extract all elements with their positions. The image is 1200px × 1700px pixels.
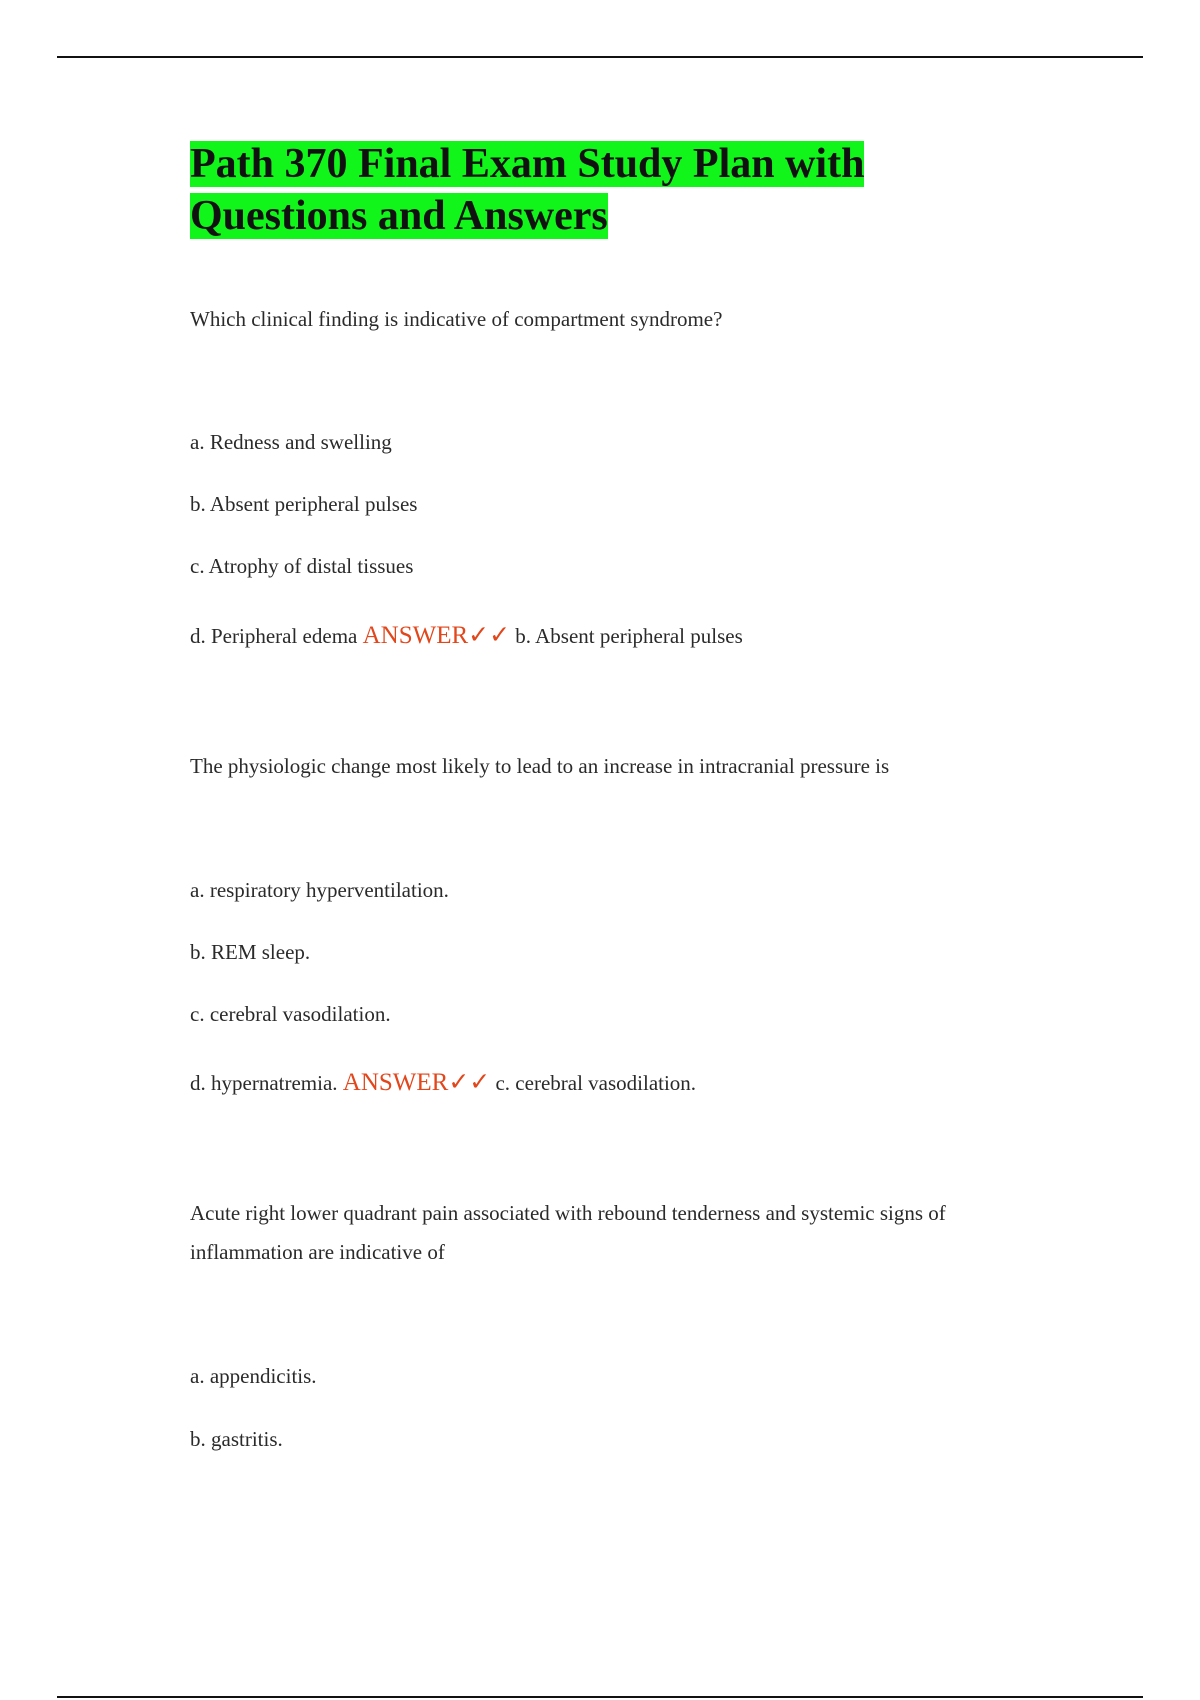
question-3-option-b: b. gastritis. bbox=[190, 1427, 283, 1451]
document-title bbox=[190, 138, 950, 242]
question-3-option-a: a. appendicitis. bbox=[190, 1364, 317, 1388]
title-line-2: Questions and Answers bbox=[190, 193, 608, 239]
question-2-prompt: The physiologic change most likely to lead to an increase in intracranial pressure is bbox=[190, 754, 890, 778]
question-1-option-c: c. Atrophy of distal tissues bbox=[190, 554, 414, 578]
question-2-answer: c. cerebral vasodilation. bbox=[495, 1071, 697, 1095]
question-1-option-b: b. Absent peripheral pulses bbox=[190, 492, 418, 516]
question-1-option-d: d. Peripheral edema bbox=[190, 624, 358, 648]
question-1-option-a: a. Redness and swelling bbox=[190, 430, 392, 454]
question-2-option-c: c. cerebral vasodilation. bbox=[190, 1002, 391, 1026]
question-2-option-a: a. respiratory hyperventilation. bbox=[190, 878, 449, 902]
footer-rule bbox=[57, 1696, 1143, 1698]
question-1-answer: b. Absent peripheral pulses bbox=[515, 624, 743, 648]
header-rule bbox=[57, 56, 1143, 58]
question-2-option-b: b. REM sleep. bbox=[190, 940, 311, 964]
question-2-option-d: d. hypernatremia. bbox=[190, 1071, 338, 1095]
question-3-prompt: Acute right lower quadrant pain associated with rebound tenderness and systemic signs of inflammation are indicative of bbox=[190, 1201, 946, 1264]
question-1-prompt: Which clinical finding is indicative of compartment syndrome? bbox=[190, 307, 723, 331]
answer-label: ANSWER✓✓ bbox=[342, 1069, 491, 1096]
question-1-option-d-with-answer bbox=[190, 616, 743, 656]
title-line-1: Path 370 Final Exam Study Plan with bbox=[190, 141, 865, 187]
question-2-option-d-with-answer bbox=[190, 1063, 696, 1103]
answer-label: ANSWER✓✓ bbox=[362, 622, 511, 649]
